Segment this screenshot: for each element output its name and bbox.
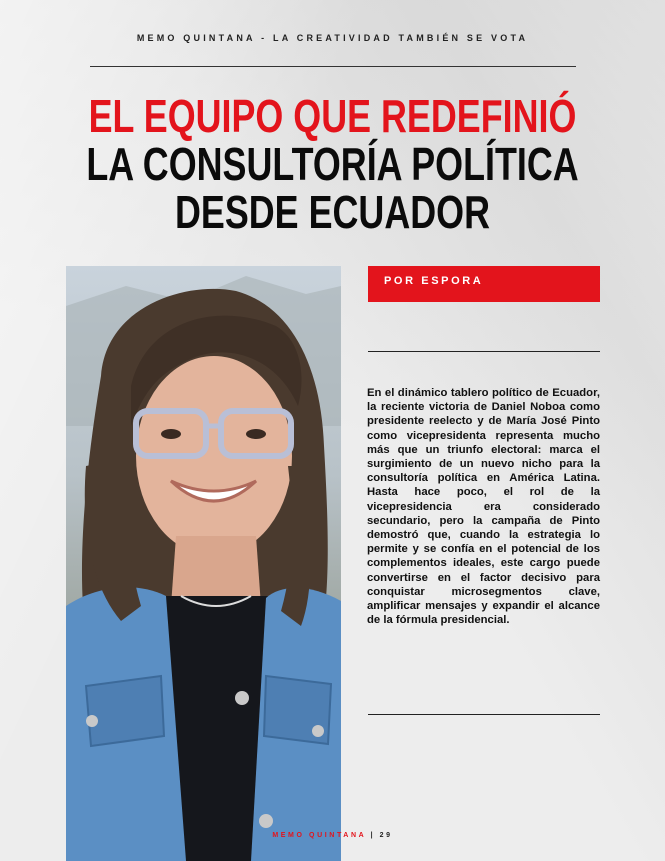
portrait-photo (66, 266, 341, 861)
author-byline: POR ESPORA (368, 266, 600, 302)
title-line-2: LA CONSULTORÍA POLÍTICA (86, 138, 579, 190)
article-body: En el dinámico tablero político de Ecuador, la reciente victoria de Daniel Noboa como presidente reelecto y de María José Pinto como vicepresidenta representa mucho más que un triunfo electoral: marca el surgimiento de un nuevo nicho para la consultoría política en América Latina. Hasta hace poco, el rol de la vicepresidencia era considerado secundario, pero la campaña de Pinto demostró que, cuando la estrategia lo permite y se confía en el potencial de los complementos ideales, este cargo puede convertirse en el factor decisivo para conquistar microsegmentos clave, amplificar mensajes y expandir el alcance de la fórmula presidencial. (367, 387, 600, 627)
page-footer (0, 832, 665, 839)
title-line-3: DESDE ECUADOR (175, 186, 490, 238)
footer-separator: | (370, 832, 376, 839)
divider-lower (368, 714, 600, 715)
title-line-1: EL EQUIPO QUE REDEFINIÓ (88, 90, 577, 142)
magazine-kicker: MEMO QUINTANA - LA CREATIVIDAD TAMBIÉN SE VOTA (136, 33, 529, 43)
page-number: 29 (379, 832, 393, 839)
divider-upper (368, 351, 600, 352)
portrait-illustration (66, 266, 341, 861)
article-title (73, 92, 592, 236)
top-divider (90, 66, 576, 67)
footer-brand: MEMO QUINTANA (272, 832, 367, 839)
